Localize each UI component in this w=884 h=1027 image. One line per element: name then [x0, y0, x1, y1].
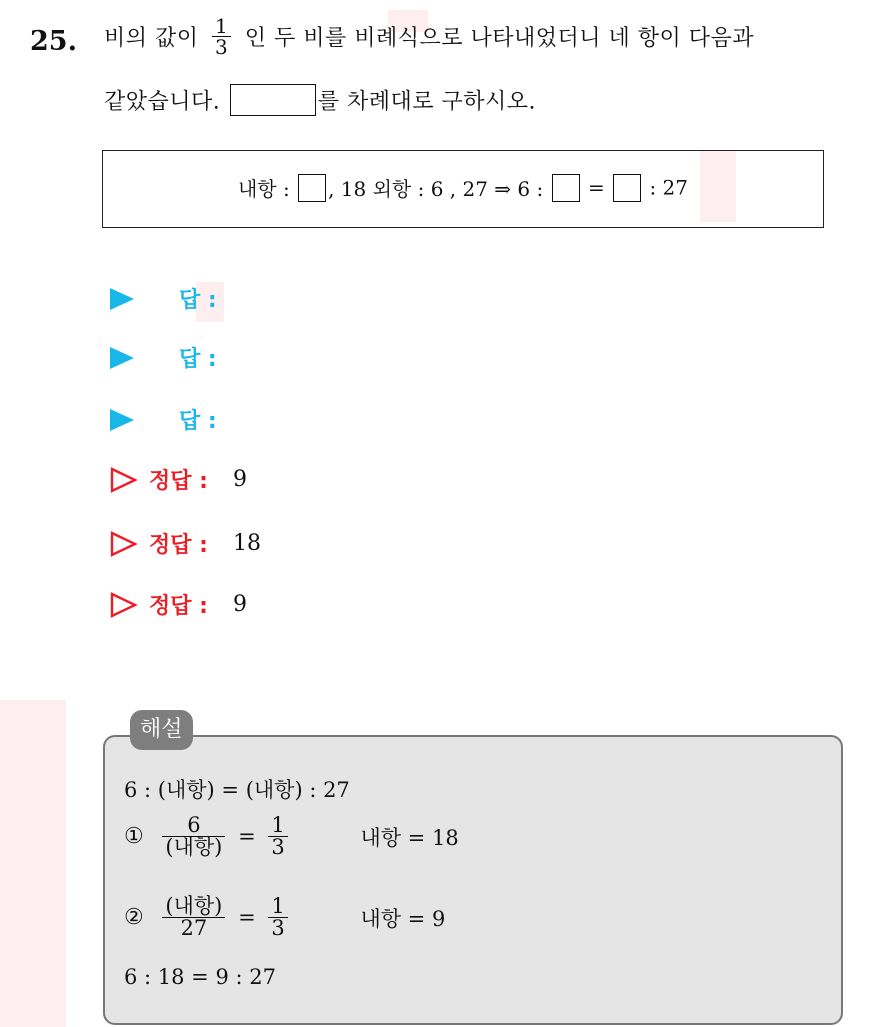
question-text-1a: 비의 값이 — [104, 26, 199, 51]
question-line-1 — [104, 16, 754, 57]
answer-row-1 — [110, 283, 217, 314]
fraction-numerator: (내항) — [162, 896, 225, 918]
fraction-denominator: 3 — [271, 835, 285, 859]
inner-term-blank — [298, 174, 326, 202]
fraction-denominator: 3 — [271, 916, 285, 940]
equals-sign: = — [238, 824, 256, 849]
ratio-numerator: 1 — [212, 16, 231, 37]
fraction-denominator: 27 — [180, 916, 208, 940]
blank-left — [552, 174, 580, 202]
ratio-denominator: 3 — [215, 35, 229, 59]
blank-right — [613, 174, 641, 202]
equals-sign: = — [587, 175, 605, 200]
ratio-fraction — [212, 16, 231, 57]
fraction-numerator: 6 — [162, 815, 225, 837]
proportion-tail: : 27 — [649, 175, 688, 200]
fraction-denominator: (내항) — [165, 835, 223, 859]
play-triangle-icon — [110, 409, 134, 431]
question-line-2 — [104, 84, 536, 116]
question-number: 25. — [30, 26, 77, 57]
answer-row-2 — [110, 342, 217, 373]
play-triangle-icon — [110, 288, 134, 310]
answer-row-3 — [110, 404, 217, 435]
correct-answer-label: 정답 : — [149, 533, 208, 558]
proportion-line — [103, 173, 823, 202]
correct-answer-label: 정답 : — [149, 594, 208, 619]
solution-final-line: 6 : 18 = 9 : 27 — [124, 965, 276, 989]
correct-answer-value: 9 — [232, 467, 247, 492]
correct-answer-row-3 — [110, 589, 247, 620]
step2-fraction — [162, 896, 225, 939]
step1-fraction — [162, 815, 225, 858]
artifact-left-edge — [0, 700, 66, 1027]
step2-result: 내항 = 9 — [360, 906, 446, 931]
answer-label: 답 : — [179, 347, 217, 372]
proportion-info-box — [102, 150, 824, 228]
answer-label: 답 : — [179, 409, 217, 434]
fraction-numerator: 1 — [268, 896, 287, 918]
correct-answer-row-1 — [110, 464, 247, 495]
step1-ratio-fraction — [268, 815, 287, 858]
correct-answer-value: 18 — [232, 531, 261, 556]
step-marker: ① — [124, 824, 144, 849]
correct-answer-row-2 — [110, 528, 261, 559]
outline-triangle-icon — [110, 592, 138, 618]
fraction-numerator: 1 — [268, 815, 287, 837]
outline-triangle-icon — [110, 467, 138, 493]
question-text-2a: 같았습니다. — [104, 89, 221, 115]
step1-result: 내항 = 18 — [360, 825, 459, 850]
step-marker: ② — [124, 905, 144, 930]
answer-blank-box — [230, 84, 316, 116]
outline-triangle-icon — [110, 531, 138, 557]
inner-terms-label: 내항 : — [237, 177, 290, 201]
play-triangle-icon — [110, 347, 134, 369]
solution-line-1: 6 : (내항) = (내항) : 27 — [124, 778, 350, 802]
proportion-text: , 18 외항 : 6 , 27 ⇒ 6 : — [328, 177, 544, 201]
solution-step-1 — [124, 815, 459, 858]
question-text-2b: 를 차례대로 구하시오. — [317, 89, 537, 115]
solution-tag: 해설 — [130, 710, 193, 750]
equals-sign: = — [238, 905, 256, 930]
question-text-1b: 인 두 비를 비례식으로 나타내었더니 네 항이 다음과 — [244, 26, 754, 51]
step2-ratio-fraction — [268, 896, 287, 939]
solution-step-2 — [124, 896, 445, 939]
correct-answer-value: 9 — [232, 592, 247, 617]
answer-label: 답 : — [179, 288, 217, 313]
correct-answer-label: 정답 : — [149, 469, 208, 494]
